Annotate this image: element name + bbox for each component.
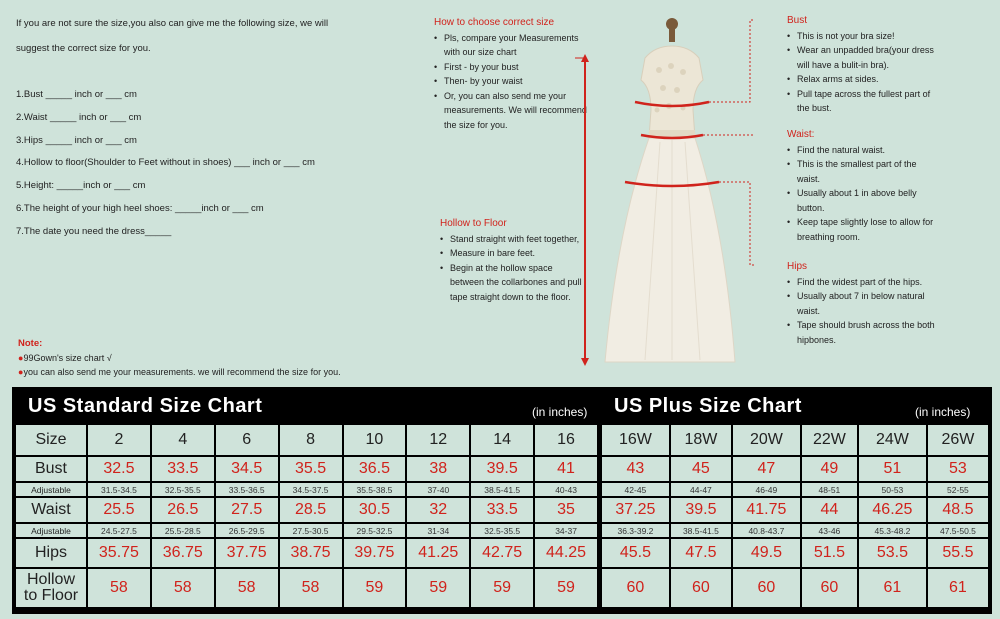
hollow-cell: 60 [670,568,732,608]
hollow-cell: 59 [406,568,470,608]
bust-cell: 41 [534,456,598,482]
bust-adj-cell: 37-40 [406,482,470,497]
bust-cell: 47 [732,456,801,482]
row-label-adjustable: Adjustable [15,482,87,497]
hollow-cell: 59 [534,568,598,608]
question-bust: 1.Bust _____ inch or ___ cm [16,89,137,100]
waist-section [787,128,937,244]
waist-adj-cell: 26.5-29.5 [215,523,279,538]
waist-cell: 28.5 [279,497,343,523]
waist-adj-cell: 27.5-30.5 [279,523,343,538]
waist-adj-cell: 34-37 [534,523,598,538]
bust-cell: 49 [801,456,858,482]
note-section [18,338,341,377]
hips-cell: 53.5 [858,538,927,568]
row-label-adjustable: Adjustable [15,523,87,538]
standard-size-table [14,423,599,609]
bust-cell: 43 [601,456,670,482]
bust-adj-cell: 48-51 [801,482,858,497]
size-cell: 16W [601,424,670,456]
table-row-waist [601,497,989,523]
waist-cell: 30.5 [343,497,407,523]
bust-adj-cell: 32.5-35.5 [151,482,215,497]
bust-adj-cell: 50-53 [858,482,927,497]
waist-cell: 26.5 [151,497,215,523]
intro-line-1: If you are not sure the size,you also can give me the following size, we will [16,18,329,29]
list-item: • Or, you can also send me your measurements. We will recommend the size for you. [434,89,594,133]
waist-adj-cell: 32.5-35.5 [470,523,534,538]
hips-cell: 49.5 [732,538,801,568]
plus-size-table [600,423,990,609]
size-cell: 26W [927,424,989,456]
bust-adj-cell: 46-49 [732,482,801,497]
note-line-2-text: you can also send me your measurements. we will recommend the size for you. [23,367,341,377]
waist-cell: 46.25 [858,497,927,523]
table-row-bust [15,456,598,482]
size-cell: 24W [858,424,927,456]
list-item: • Then- by your waist [434,74,594,89]
hips-cell: 47.5 [670,538,732,568]
question-hollow: 4.Hollow to floor(Shoulder to Feet without in shoes) ___ inch or ___ cm [16,157,315,168]
question-date: 7.The date you need the dress_____ [16,226,172,237]
list-item: • Measure in bare feet. [440,246,585,261]
how-to-choose-title: How to choose correct size [434,17,555,28]
bust-cell: 45 [670,456,732,482]
waist-adj-cell: 43-46 [801,523,858,538]
waist-cell: 25.5 [87,497,151,523]
table-row-hollow [15,568,598,608]
plus-chart-title: US Plus Size Chart [614,395,802,417]
hollow-cell: 61 [927,568,989,608]
waist-adj-cell: 31-34 [406,523,470,538]
hips-cell: 37.75 [215,538,279,568]
waist-cell: 32 [406,497,470,523]
list-item: • Pls, compare your Measurements with our size chart [434,31,594,60]
row-label-hollow [15,568,87,608]
row-label-hollow-line-2: to Floor [23,587,79,604]
waist-adj-cell: 36.3-39.2 [601,523,670,538]
waist-cell: 35 [534,497,598,523]
hollow-to-floor-list [440,232,585,305]
bust-cell: 53 [927,456,989,482]
table-row-bust-adjustable [15,482,598,497]
how-to-choose-section [434,16,594,132]
table-row-size [15,424,598,456]
note-title: Note: [18,338,43,349]
waist-adj-cell: 47.5-50.5 [927,523,989,538]
list-item: • Usually about 1 in above belly button. [787,186,937,215]
bust-cell: 32.5 [87,456,151,482]
bust-cell: 33.5 [151,456,215,482]
hips-section [787,260,937,347]
waist-cell: 44 [801,497,858,523]
dress-mannequin-illustration [575,10,755,370]
waist-cell: 48.5 [927,497,989,523]
list-item: • Pull tape across the fullest part of the bust. [787,87,937,116]
table-row-hips [601,538,989,568]
waist-cell: 41.75 [732,497,801,523]
size-cell: 8 [279,424,343,456]
size-cell: 14 [470,424,534,456]
row-label-hollow-line-1: Hollow [26,571,75,588]
size-cell: 20W [732,424,801,456]
bust-adj-cell: 44-47 [670,482,732,497]
intro-line-2: suggest the correct size for you. [16,43,151,54]
hollow-cell: 58 [279,568,343,608]
note-line-1-text: 99Gown's size chart √ [23,353,112,363]
size-cell: 22W [801,424,858,456]
waist-cell: 27.5 [215,497,279,523]
bust-cell: 34.5 [215,456,279,482]
list-item: • First - by your bust [434,60,594,75]
question-hips: 3.Hips _____ inch or ___ cm [16,135,137,146]
table-row-waist [15,497,598,523]
bust-adj-cell: 40-43 [534,482,598,497]
standard-unit-label: (in inches) [532,405,588,419]
hips-cell: 39.75 [343,538,407,568]
list-item: • This is not your bra size! [787,29,937,44]
hips-cell: 44.25 [534,538,598,568]
hollow-to-floor-title: Hollow to Floor [440,218,507,229]
size-chart [12,387,992,614]
bust-adj-cell: 42-45 [601,482,670,497]
list-item: • Usually about 7 in below natural waist. [787,289,937,318]
hips-cell: 42.75 [470,538,534,568]
list-item: • Wear an unpadded bra(your dress will have a bulit-in bra). [787,43,937,72]
list-item: • Keep tape slightly lose to allow for breathing room. [787,215,937,244]
note-line-1 [18,353,341,363]
row-label-bust: Bust [15,456,87,482]
size-cell: 4 [151,424,215,456]
list-item: • Find the widest part of the hips. [787,275,937,290]
row-label-hips: Hips [15,538,87,568]
waist-adj-cell: 40.8-43.7 [732,523,801,538]
table-row-bust [601,456,989,482]
hips-cell: 55.5 [927,538,989,568]
hollow-cell: 61 [858,568,927,608]
bust-cell: 36.5 [343,456,407,482]
standard-chart-title: US Standard Size Chart [28,395,263,417]
hollow-cell: 60 [801,568,858,608]
bust-adj-cell: 52-55 [927,482,989,497]
bust-cell: 51 [858,456,927,482]
size-chart-header [12,387,992,423]
question-height: 5.Height: _____inch or ___ cm [16,180,146,191]
waist-list [787,143,937,245]
size-cell: 2 [87,424,151,456]
list-item: • Tape should brush across the both hipbones. [787,318,937,347]
bust-adj-cell: 31.5-34.5 [87,482,151,497]
list-item: • Stand straight with feet together, [440,232,585,247]
bust-adj-cell: 34.5-37.5 [279,482,343,497]
bullet-icon: ● [18,353,24,363]
hollow-cell: 59 [343,568,407,608]
waist-cell: 39.5 [670,497,732,523]
size-cell: 6 [215,424,279,456]
hips-list [787,275,937,348]
hollow-cell: 60 [601,568,670,608]
table-row-hollow [601,568,989,608]
waist-cell: 33.5 [470,497,534,523]
list-item: • Relax arms at sides. [787,72,937,87]
hollow-cell: 59 [470,568,534,608]
list-item: • Find the natural waist. [787,143,937,158]
hips-cell: 38.75 [279,538,343,568]
hips-cell: 35.75 [87,538,151,568]
bust-adj-cell: 35.5-38.5 [343,482,407,497]
bust-cell: 35.5 [279,456,343,482]
list-item: • This is the smallest part of the waist. [787,157,937,186]
waist-adj-cell: 25.5-28.5 [151,523,215,538]
bust-list [787,29,937,116]
size-cell: 18W [670,424,732,456]
row-label-size: Size [15,424,87,456]
waist-adj-cell: 45.3-48.2 [858,523,927,538]
table-row-waist-adjustable [15,523,598,538]
note-line-2 [18,367,341,377]
waist-adj-cell: 29.5-32.5 [343,523,407,538]
hollow-cell: 60 [732,568,801,608]
hips-cell: 45.5 [601,538,670,568]
question-waist: 2.Waist _____ inch or ___ cm [16,112,142,123]
hips-cell: 51.5 [801,538,858,568]
table-row-waist-adjustable [601,523,989,538]
size-cell: 12 [406,424,470,456]
question-heel: 6.The height of your high heel shoes: _____inch or ___ cm [16,203,264,214]
hollow-cell: 58 [215,568,279,608]
bust-title: Bust [787,15,808,26]
hips-title: Hips [787,261,808,272]
list-item: • Begin at the hollow space between the collarbones and pull tape straight down to the floor. [440,261,585,305]
waist-adj-cell: 38.5-41.5 [670,523,732,538]
waist-cell: 37.25 [601,497,670,523]
row-label-waist: Waist [15,497,87,523]
waist-title: Waist: [787,129,815,140]
hips-cell: 36.75 [151,538,215,568]
how-to-choose-list [434,31,594,133]
size-cell: 16 [534,424,598,456]
bust-adj-cell: 38.5-41.5 [470,482,534,497]
hollow-cell: 58 [151,568,215,608]
waist-adj-cell: 24.5-27.5 [87,523,151,538]
bullet-icon: ● [18,367,24,377]
bust-section [787,14,937,116]
plus-unit-label: (in inches) [915,405,971,419]
bust-adj-cell: 33.5-36.5 [215,482,279,497]
table-row-size [601,424,989,456]
hips-cell: 41.25 [406,538,470,568]
hollow-cell: 58 [87,568,151,608]
table-row-bust-adjustable [601,482,989,497]
bust-cell: 38 [406,456,470,482]
table-row-hips [15,538,598,568]
hollow-to-floor-section [440,217,585,304]
size-cell: 10 [343,424,407,456]
bust-cell: 39.5 [470,456,534,482]
